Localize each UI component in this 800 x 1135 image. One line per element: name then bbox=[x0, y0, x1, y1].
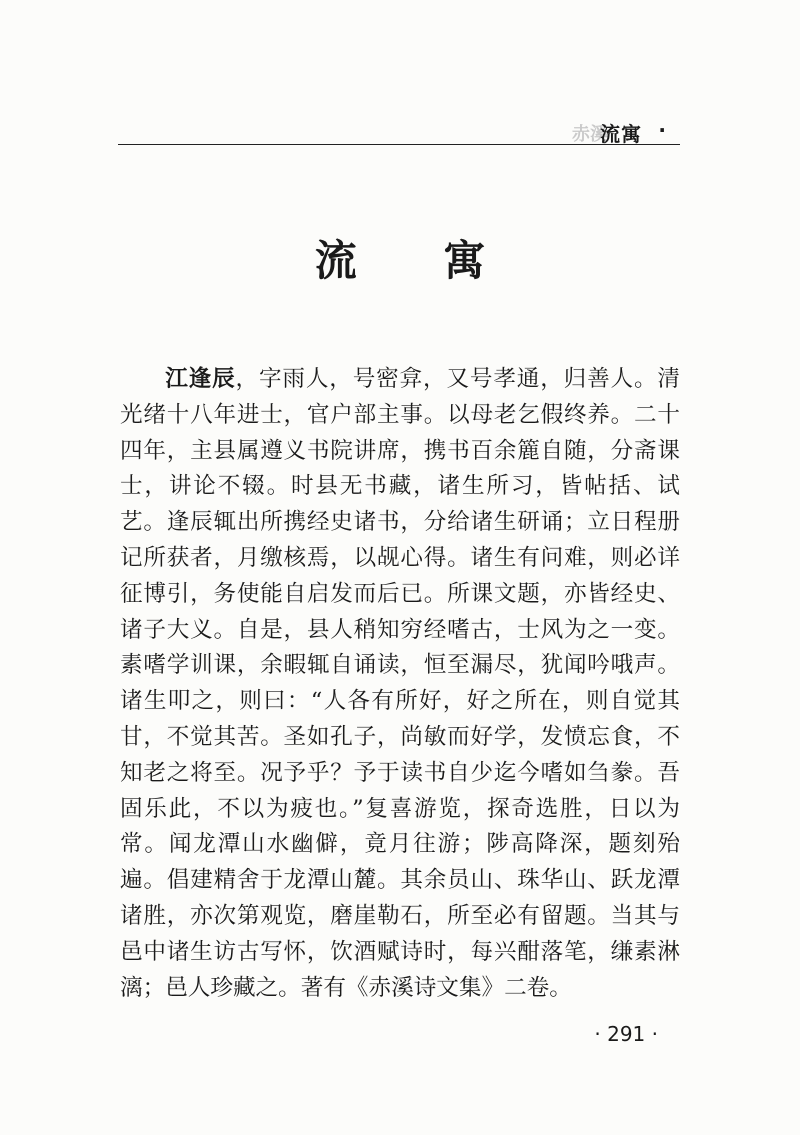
page-title: 流 寓 bbox=[314, 236, 522, 285]
running-header-faded-text: 赤溪 bbox=[572, 124, 608, 145]
page-number: · 291 · bbox=[594, 1022, 658, 1046]
person-name: 江逢辰 bbox=[165, 366, 236, 392]
body-paragraph bbox=[120, 362, 680, 1006]
running-header-separator: · bbox=[658, 118, 666, 142]
running-header bbox=[118, 114, 680, 145]
paragraph-text: ，字雨人，号密弇，又号孝通，归善人。清光绪十八年进士，官户部主事。以母老乞假终养。二十四年，主县属遵义书院讲席，携书百余簏自随，分斋课士，讲论不辍。时县无书藏，诸生所习，皆帖括、试艺。逢辰辄出所携经史诸书，分给诸生研诵；立日程册记所获者，月缴核焉，以觇心得。诸生有问难，则必详征博引，务使能自启发而后已。所课文题，亦皆经史、诸子大义。自是，县人稍知穷经嗜古，士风为之一变。素嗜学训课，余暇辄自诵读，恒至漏尽，犹闻吟哦声。诸生叩之，则曰：“人各有所好，好之所在，则自觉其甘，不觉其苦。圣如孔子，尚敏而好学，发愤忘食，不知老之将至。况予乎？予于读书自少迄今嗜如刍豢。吾固乐此，不以为疲也。”复喜游览，探奇选胜，日以为常。闻龙潭山水幽僻，竟月往游；陟高降深，题刻殆遍。倡建精舍于龙潭山麓。其余员山、珠华山、跃龙潭诸胜，亦次第观览，磨崖勒石，所至必有留题。当其与邑中诸生访古写怀，饮酒赋诗时，每兴酣落笔，缣素淋漓；邑人珍藏之。著有《赤溪诗文集》二卷。 bbox=[120, 366, 681, 1001]
running-header-chapter: 流寓 bbox=[600, 122, 642, 146]
